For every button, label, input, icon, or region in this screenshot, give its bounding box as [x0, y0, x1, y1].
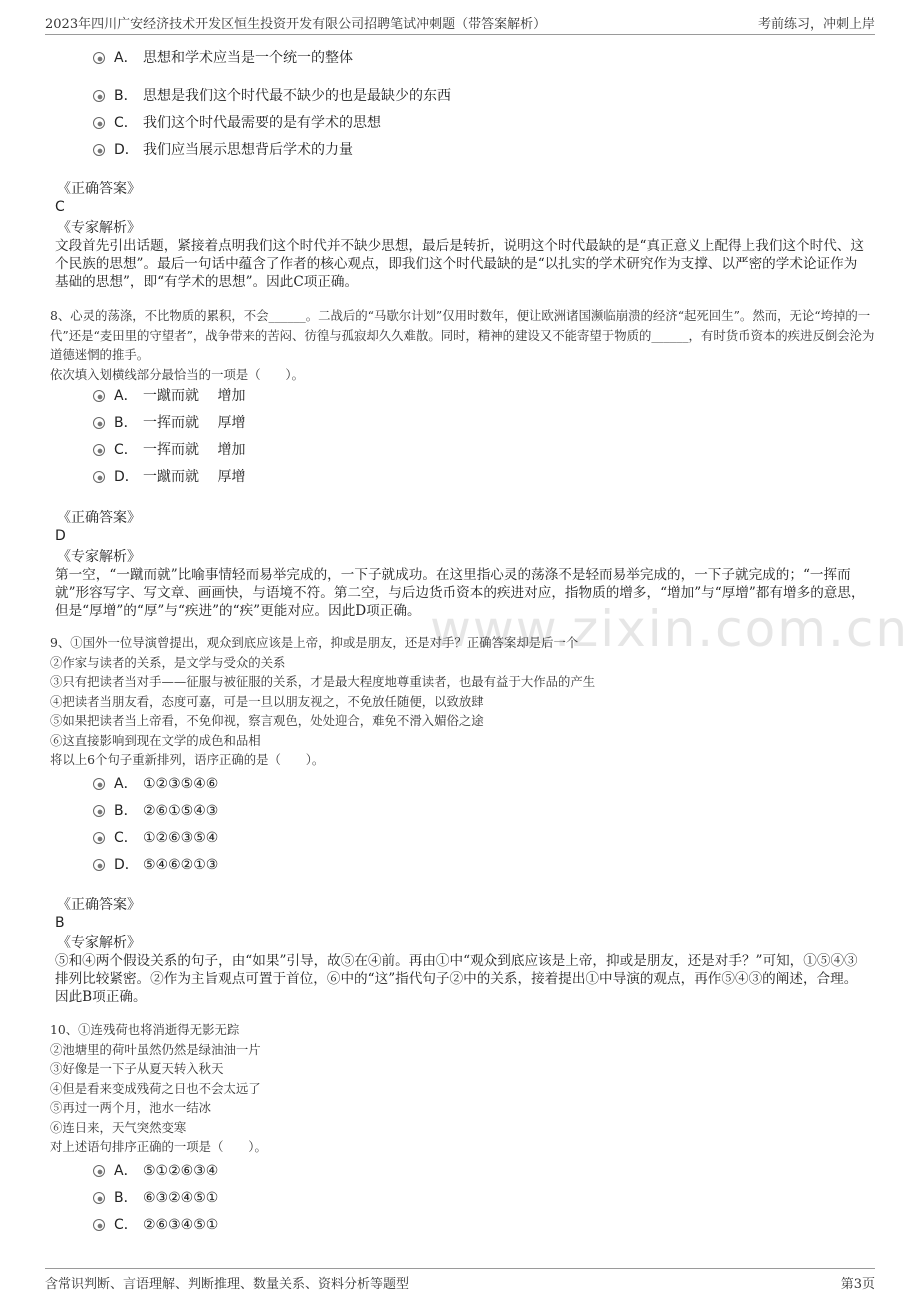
- document-title: 2023年四川广安经济技术开发区恒生投资开发有限公司招聘笔试冲刺题（带答案解析）: [45, 17, 547, 32]
- page-header: [45, 10, 875, 35]
- q8-answer: D: [55, 528, 66, 544]
- option-text: ②⑥①⑤④③: [143, 803, 219, 819]
- option-text: 我们应当展示思想背后学术的力量: [143, 142, 353, 158]
- option-text: ②⑥③④⑤①: [143, 1217, 219, 1233]
- q10-line-1: 10、①连残荷也将消逝得无影无踪: [50, 1022, 240, 1037]
- q10-prompt: 对上述语句排序正确的一项是（ ）。: [50, 1139, 267, 1154]
- q8-answer-heading: 《正确答案》: [57, 510, 141, 526]
- option-label: C．: [114, 115, 138, 131]
- option-label: D．: [114, 469, 139, 485]
- radio-icon[interactable]: [93, 1219, 105, 1231]
- option-text: ⑤①②⑥③④: [143, 1163, 219, 1179]
- option-label: A．: [114, 50, 138, 66]
- q9-analysis-heading: 《专家解析》: [57, 935, 141, 951]
- option-text: 我们这个时代最需要的是有学术的思想: [143, 115, 381, 131]
- option-label: C．: [114, 1217, 138, 1233]
- footer-categories: 含常识判断、言语理解、判断推理、数量关系、资料分析等题型: [45, 1277, 410, 1292]
- option-text: ①②③⑤④⑥: [143, 776, 219, 792]
- q9-prompt: 将以上6个句子重新排列，语序正确的是（ ）。: [50, 752, 325, 767]
- q9-line-2: ②作家与读者的关系，是文学与受众的关系: [50, 655, 286, 670]
- radio-icon[interactable]: [93, 144, 105, 156]
- radio-icon[interactable]: [93, 444, 105, 456]
- radio-icon[interactable]: [93, 1165, 105, 1177]
- q9-analysis: ⑤和④两个假设关系的句子，由“如果”引导，故⑤在④前。再由①中“观众到底应该是上帝，抑或是朋友，还是对手？”可知，①⑤④③排列比较紧密。②作为主旨观点可置于首位，⑥中的“这”指代句子②中的关系，接着提出①中导演的观点，再作⑤④③的阐述，合理。因此B项正确。: [55, 953, 858, 1005]
- radio-icon[interactable]: [93, 832, 105, 844]
- option-text: 一挥而就 厚增: [143, 415, 246, 431]
- radio-icon[interactable]: [93, 90, 105, 102]
- q8-prompt: 依次填入划横线部分最恰当的一项是（ ）。: [50, 367, 305, 382]
- option-label: B．: [114, 88, 138, 104]
- q9-answer: B: [55, 915, 65, 931]
- radio-icon[interactable]: [93, 52, 105, 64]
- option-label: B．: [114, 803, 138, 819]
- option-text: ①②⑥③⑤④: [143, 830, 219, 846]
- option-label: B．: [114, 1190, 138, 1206]
- radio-icon[interactable]: [93, 859, 105, 871]
- option-text: 一蹴而就 厚增: [143, 469, 246, 485]
- option-label: B．: [114, 415, 138, 431]
- q10-line-4: ④但是看来变成残荷之日也不会太远了: [50, 1081, 261, 1096]
- q9-line-6: ⑥这直接影响到现在文学的成色和品相: [50, 733, 261, 748]
- option-text: 思想是我们这个时代最不缺少的也是最缺少的东西: [143, 88, 451, 104]
- q9-line-1: 9、①国外一位导演曾提出，观众到底应该是上帝，抑或是朋友，还是对手？正确答案却是后一个: [50, 635, 579, 650]
- option-label: A．: [114, 1163, 138, 1179]
- q10-line-6: ⑥连日来，天气突然变寒: [50, 1120, 187, 1135]
- radio-icon[interactable]: [93, 390, 105, 402]
- q8-analysis-heading: 《专家解析》: [57, 549, 141, 565]
- watermark: www.zixin.com.cn: [430, 600, 910, 658]
- option-text: 思想和学术应当是一个统一的整体: [143, 50, 353, 66]
- option-text: ⑤④⑥②①③: [143, 857, 219, 873]
- page-footer: [45, 1268, 875, 1293]
- q7-analysis-heading: 《专家解析》: [57, 220, 141, 236]
- option-label: D．: [114, 857, 139, 873]
- q9-line-4: ④把读者当朋友看，态度可嘉，可是一旦以朋友视之，不免放任随便，以致放肆: [50, 694, 484, 709]
- option-label: A．: [114, 776, 138, 792]
- option-label: C．: [114, 442, 138, 458]
- radio-icon[interactable]: [93, 471, 105, 483]
- q8-analysis: 第一空，“一蹴而就”比喻事情轻而易举完成的，一下子就成功。在这里指心灵的荡涤不是轻而易举完成的，一下子就完成的；“一挥而就”形容写字、写文章、画画快，与语境不符。第二空，与后边货币资本的疾进对应，指物质的增多，“增加”与“厚增”都有增多的意思，但是“厚增”的“厚”与“疾进”的“疾”更能对应。因此D项正确。: [55, 567, 865, 619]
- header-slogan: 考前练习，冲刺上岸: [757, 17, 875, 32]
- radio-icon[interactable]: [93, 805, 105, 817]
- radio-icon[interactable]: [93, 117, 105, 129]
- option-label: C．: [114, 830, 138, 846]
- option-label: D．: [114, 142, 139, 158]
- radio-icon[interactable]: [93, 778, 105, 790]
- q9-line-5: ⑤如果把读者当上帝看，不免仰视，察言观色，处处迎合，难免不滑入媚俗之途: [50, 713, 484, 728]
- q10-line-3: ③好像是一下子从夏天转入秋天: [50, 1061, 224, 1076]
- radio-icon[interactable]: [93, 1192, 105, 1204]
- q7-analysis: 文段首先引出话题，紧接着点明我们这个时代并不缺少思想，最后是转折，说明这个时代最缺的是“真正意义上配得上我们这个时代、这个民族的思想”。最后一句话中蕴含了作者的核心观点，即我们这个时代最缺的是“以扎实的学术研究作为支撑、以严密的学术论证作为基础的思想”，即“有学术的思想”。因此C项正确。: [55, 238, 864, 290]
- q7-answer: C: [55, 199, 65, 215]
- page-number: 第3页: [840, 1277, 875, 1292]
- option-text: 一挥而就 增加: [143, 442, 246, 458]
- q9-line-3: ③只有把读者当对手——征服与被征服的关系，才是最大程度地尊重读者，也最有益于大作品的产生: [50, 674, 596, 689]
- option-text: 一蹴而就 增加: [143, 388, 246, 404]
- radio-icon[interactable]: [93, 417, 105, 429]
- option-label: A．: [114, 388, 138, 404]
- q7-answer-heading: 《正确答案》: [57, 181, 141, 197]
- q9-answer-heading: 《正确答案》: [57, 897, 141, 913]
- q10-line-2: ②池塘里的荷叶虽然仍然是绿油油一片: [50, 1042, 261, 1057]
- q10-line-5: ⑤再过一两个月，池水一结冰: [50, 1100, 212, 1115]
- q8-stem: 8、心灵的荡涤，不比物质的累积，不会______。二战后的“马歇尔计划”仅用时数年，便让欧洲诸国濒临崩溃的经济“起死回生”。然而，无论“垮掉的一代”还是“麦田里的守望者”，战争带来的苦闷、彷徨与孤寂却久久难散。同时，精神的建设又不能寄望于物质的______，有时货币资本的疾进反倒会沦为道德迷惘的推手。: [50, 308, 875, 362]
- option-text: ⑥③②④⑤①: [143, 1190, 219, 1206]
